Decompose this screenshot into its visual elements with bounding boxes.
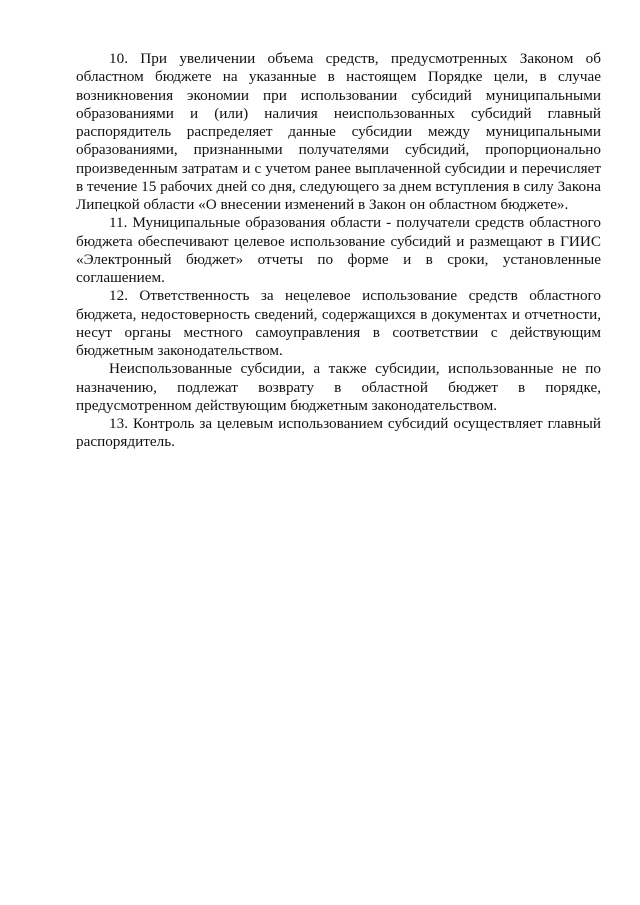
paragraph-11: 11. Муниципальные образования области - получатели средств областного бюджета обеспечивают целевое использование субсидий и размещают в ГИИС «Электронный бюджет» отчеты по форме и в сроки, установленные соглашением. bbox=[76, 214, 601, 286]
paragraph-12: 12. Ответственность за нецелевое использование средств областного бюджета, недостоверность сведений, содержащихся в документах и отчетности, несут органы местного самоуправления в соответствии с действующим бюджетным законодательством. bbox=[76, 287, 601, 359]
paragraph-13: 13. Контроль за целевым использованием субсидий осуществляет главный распорядитель. bbox=[76, 415, 601, 451]
paragraph-10: 10. При увеличении объема средств, предусмотренных Законом об областном бюджете на указанные в настоящем Порядке цели, в случае возникновения экономии при использовании субсидий муниципальными образованиями и (или) наличия неиспользованных субсидий главный распорядитель распределяет данные субсидии между муниципальными образованиями, признанными получателями субсидий, пропорционально произведенным затратам и с учетом ранее выплаченной субсидии и перечисляет в течение 15 рабочих дней со дня, следующего за днем вступления в силу Закона Липецкой области «О внесении изменений в Закон он областном бюджете». bbox=[76, 50, 601, 213]
document-body bbox=[76, 50, 601, 452]
paragraph-12-unused-subsidies: Неиспользованные субсидии, а также субсидии, использованные не по назначению, подлежат возврату в областной бюджет в порядке, предусмотренном действующим бюджетным законодательством. bbox=[76, 360, 601, 414]
